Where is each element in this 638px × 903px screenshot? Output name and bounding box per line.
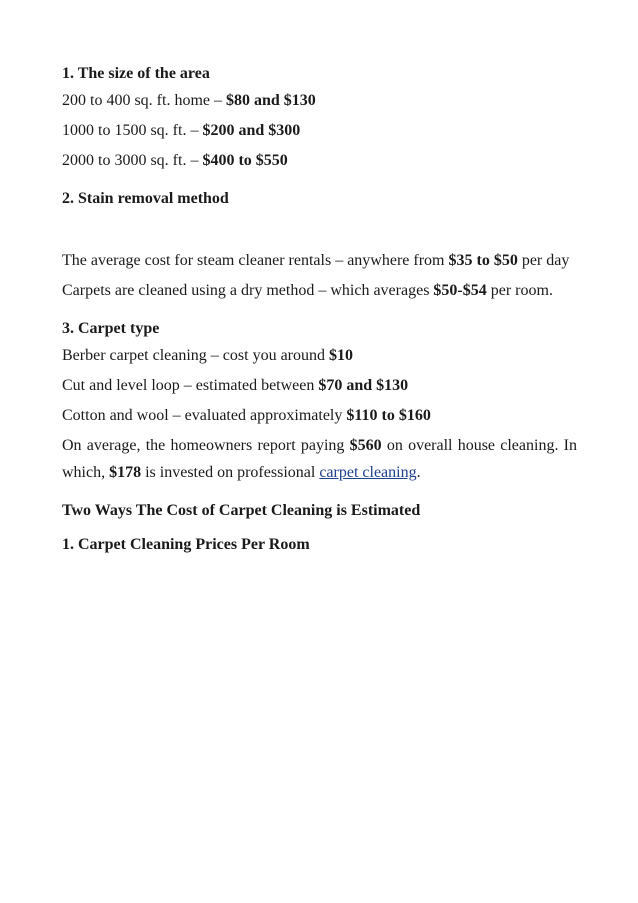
heading-prices-per-room: 1. Carpet Cleaning Prices Per Room (62, 536, 310, 553)
price-row-1000-1500: 1000 to 1500 sq. ft. – $200 and $300 (62, 122, 301, 139)
price-value: $50-$54 (433, 282, 487, 299)
document-page (62, 60, 577, 558)
price-value: $110 to $160 (346, 407, 431, 424)
price-row-2000-3000: 2000 to 3000 sq. ft. – $400 to $550 (62, 152, 288, 169)
heading-size-of-area: 1. The size of the area (62, 65, 210, 82)
heading-two-ways-estimated: Two Ways The Cost of Carpet Cleaning is Estimated (62, 502, 421, 519)
steam-cleaner-paragraph: The average cost for steam cleaner rentals – anywhere from $35 to $50 per day (62, 252, 570, 269)
dry-method-paragraph: Carpets are cleaned using a dry method – which averages $50-$54 per room. (62, 282, 553, 299)
price-value: $80 and $130 (226, 92, 316, 109)
carpet-cleaning-link[interactable]: carpet cleaning (319, 464, 417, 481)
price-value: $560 (349, 437, 382, 454)
price-row-berber: Berber carpet cleaning – cost you around $10 (62, 347, 354, 364)
price-value: $70 and $130 (318, 377, 409, 394)
price-value: $178 (109, 464, 142, 481)
price-value: $10 (329, 347, 354, 364)
price-row-200-400: 200 to 400 sq. ft. home – $80 and $130 (62, 92, 316, 109)
average-cost-paragraph: On average, the homeowners report paying $560 on overall house cleaning. In which, $178 is invested on professional carpet cleaning. (62, 437, 577, 481)
price-value: $200 and $300 (202, 122, 301, 139)
price-value: $35 to $50 (448, 252, 518, 269)
price-row-cut-level-loop: Cut and level loop – estimated between $70 and $130 (62, 377, 409, 394)
price-value: $400 to $550 (202, 152, 288, 169)
heading-carpet-type: 3. Carpet type (62, 320, 160, 337)
heading-stain-removal: 2. Stain removal method (62, 190, 229, 207)
price-row-cotton-wool: Cotton and wool – evaluated approximately $110 to $160 (62, 407, 431, 424)
